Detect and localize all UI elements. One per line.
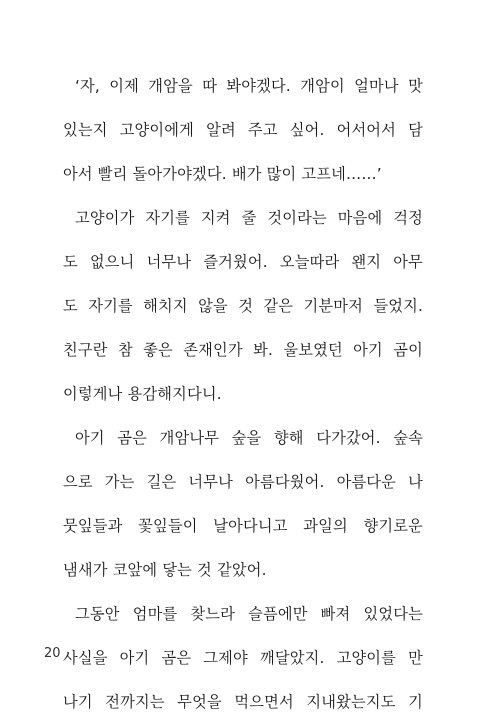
text-line: 고양이가 자기를 지켜 줄 것이라는 마음에 걱정	[75, 209, 423, 227]
text-line: 뭇잎들과 꽃잎들이 날아다니고 과일의 향기로운	[63, 517, 423, 535]
text-line: 아서 빨리 돌아가야겠다. 배가 많이 고프네……’	[63, 165, 382, 183]
text-line: 도 없으니 너무나 즐거웠어. 오늘따라 왠지 아무	[63, 253, 423, 271]
text-line: 으로 가는 길은 너무나 아름다웠어. 아름다운 나	[63, 473, 423, 491]
text-line: 있는지 고양이에게 알려 주고 싶어. 어서어서 담	[63, 121, 423, 139]
text-line: 냄새가 코앞에 닿는 것 같았어.	[63, 561, 267, 579]
text-line: 사실을 아기 곰은 그제야 깨달았지. 고양이를 만	[63, 649, 423, 667]
page-number: 20	[44, 646, 61, 661]
text-line: 아기 곰은 개암나무 숲을 향해 다가갔어. 숲속	[75, 429, 423, 447]
text-line: 도 자기를 해치지 않을 것 같은 기분마저 들었지.	[63, 297, 423, 315]
text-line: 친구란 참 좋은 존재인가 봐. 울보였던 아기 곰이	[63, 341, 423, 359]
body-text	[63, 64, 423, 724]
text-line: 나기 전까지는 무엇을 먹으면서 지내왔는지도 기	[63, 693, 423, 711]
text-line: 이렇게나 용감해지다니.	[63, 385, 222, 403]
text-line: 그동안 엄마를 찾느라 슬픔에만 빠져 있었다는	[75, 605, 423, 623]
text-line: ‘자, 이제 개암을 따 봐야겠다. 개암이 얼마나 맛	[75, 77, 423, 95]
